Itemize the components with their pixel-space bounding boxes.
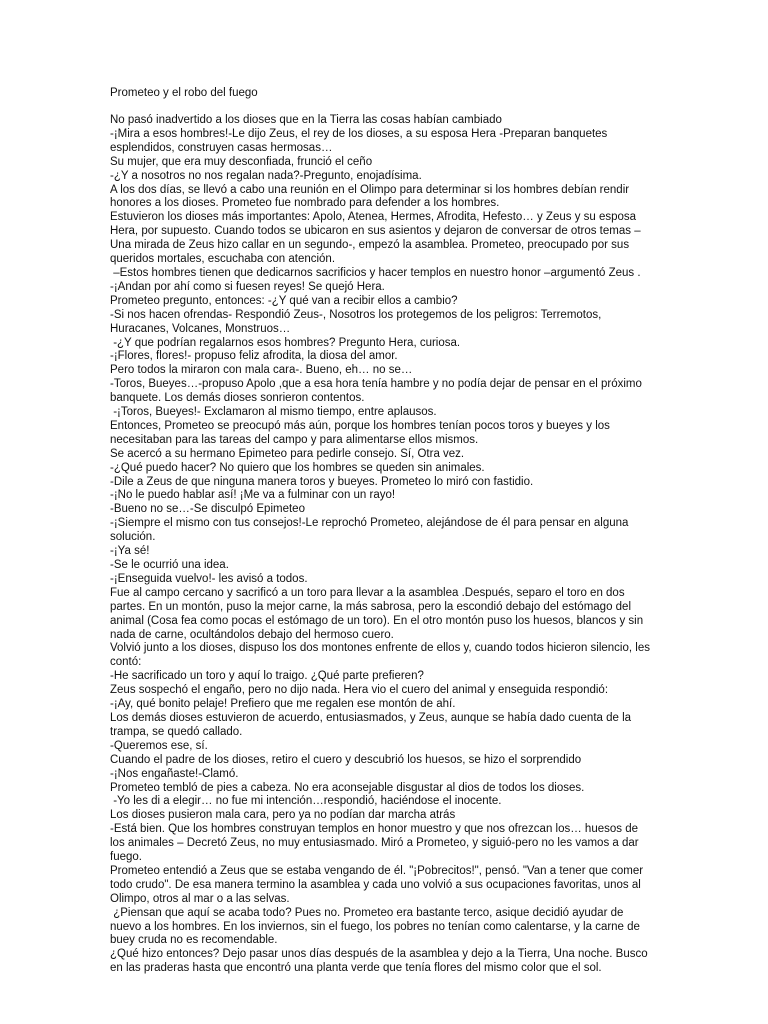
- paragraph: -¿Qué puedo hacer? No quiero que los hombres se queden sin animales.: [110, 461, 485, 474]
- paragraph: Zeus sospechó el engaño, pero no dijo nada. Hera vio el cuero del animal y enseguida respondió:: [110, 684, 609, 697]
- paragraph: -Toros, Bueyes…-propuso Apolo ,que a esa hora tenía hambre y no podía dejar de pensar en el próximo banquete. Los demás dioses sonrieron contentos.: [110, 378, 646, 405]
- paragraph: -¡Siempre el mismo con tus consejos!-Le reprochó Prometeo, alejándose de él para pensar en alguna solución.: [110, 517, 632, 544]
- paragraph: Pero todos la miraron con mala cara-. Bueno, eh… no se…: [110, 364, 413, 377]
- paragraph: -Queremos ese, sí.: [110, 739, 208, 752]
- document-title: Prometeo y el robo del fuego: [110, 87, 258, 99]
- paragraph: -Yo les di a elegir… no fue mi intención…respondió, haciéndose el inocente.: [110, 795, 502, 808]
- paragraph: -¡Andan por ahí como si fuesen reyes! Se quejó Hera.: [110, 280, 385, 293]
- paragraph: -¡Mira a esos hombres!-Le dijo Zeus, el rey de los dioses, a su esposa Hera -Preparan banquetes esplendidos, construyen casas hermosas…: [110, 127, 611, 154]
- paragraph: ¿Qué hizo entonces? Dejo pasar unos días después de la asamblea y dejo a la Tierra, Una noche. Busco en las praderas hasta que encontró una planta verde que tenía flores del mismo color que el sol.: [110, 948, 651, 975]
- paragraph: No pasó inadvertido a los dioses que en la Tierra las cosas habían cambiado: [110, 114, 502, 126]
- paragraph: Estuvieron los dioses más importantes: Apolo, Atenea, Hermes, Afrodita, Hefesto… y Zeus y su esposa Hera, por supuesto. Cuando todos se ubicaron en sus asientos y dejaron de conversar de otros temas – Una mirada de Zeus hizo callar en un segundo-, empezó la asamblea. Prometeo, preocupado por sus queridos mortales, escuchaba con atención.: [110, 211, 644, 266]
- paragraph: Cuando el padre de los dioses, retiro el cuero y descubrió los huesos, se hizo el sorprendido: [110, 753, 582, 766]
- paragraph: -He sacrificado un toro y aquí lo traigo. ¿Qué parte prefieren?: [110, 670, 424, 683]
- paragraph: Prometeo entendió a Zeus que se estaba vengando de él. "¡Pobrecitos!", pensó. "Van a tener que comer todo crudo". De esa manera termino la asamblea y cada uno volvió a sus ocupaciones favoritas, unos al Olimpo, otros al mar o a las selvas.: [110, 864, 647, 905]
- paragraph: A los dos días, se llevó a cabo una reunión en el Olimpo para determinar si los hombres debían rendir honores a los dioses. Prometeo fue nombrado para defender a los hombres.: [110, 183, 633, 210]
- paragraph: -¡Enseguida vuelvo!- les avisó a todos.: [110, 572, 308, 585]
- paragraph: Prometeo tembló de pies a cabeza. No era aconsejable disgustar al dios de todos los dioses.: [110, 781, 585, 794]
- paragraph: -Bueno no se…-Se disculpó Epimeteo: [110, 503, 305, 516]
- paragraph: -¡Toros, Bueyes!- Exclamaron al mismo tiempo, entre aplausos.: [110, 406, 437, 419]
- paragraph: –Estos hombres tienen que dedicarnos sacrificios y hacer templos en nuestro honor –argumentó Zeus .: [110, 266, 641, 279]
- paragraph: Volvió junto a los dioses, dispuso los dos montones enfrente de ellos y, cuando todos hicieron silencio, les contó:: [110, 642, 654, 669]
- paragraph: Fue al campo cercano y sacrificó a un toro para llevar a la asamblea .Después, separo el toro en dos partes. En un montón, puso la mejor carne, la más sabrosa, pero la escondió debajo del estómago del animal (Cosa fea como pocas el estómago de un toro). En el otro montón puso los huesos, blancos y sin nada de carne, ocultándolos debajo del hermoso cuero.: [110, 586, 647, 641]
- paragraph: Su mujer, que era muy desconfiada, frunció el ceño: [110, 155, 373, 168]
- paragraph: -Si nos hacen ofrendas- Respondió Zeus-, Nosotros los protegemos de los peligros: Terremotos, Huracanes, Volcanes, Monstruos…: [110, 308, 605, 335]
- paragraph: Los dioses pusieron mala cara, pero ya no podían dar marcha atrás: [110, 809, 456, 822]
- document-body: [110, 114, 655, 976]
- paragraph: -Se le ocurrió una idea.: [110, 559, 229, 571]
- paragraph: -¿Y a nosotros no nos regalan nada?-Pregunto, enojadísima.: [110, 169, 422, 182]
- paragraph: Entonces, Prometeo se preocupó más aún, porque los hombres tenían pocos toros y bueyes y los necesitaban para las tareas del campo y para alimentarse ellos mismos.: [110, 419, 614, 446]
- paragraph: -¿Y que podrían regalarnos esos hombres? Pregunto Hera, curiosa.: [110, 336, 461, 349]
- paragraph: Prometeo pregunto, entonces: -¿Y qué van a recibir ellos a cambio?: [110, 294, 458, 307]
- paragraph: -¡Ya sé!: [110, 545, 150, 558]
- paragraph: Se acercó a su hermano Epimeteo para pedirle consejo. Sí, Otra vez.: [110, 447, 465, 460]
- paragraph: Los demás dioses estuvieron de acuerdo, entusiasmados, y Zeus, aunque se había dado cuenta de la trampa, se quedó callado.: [110, 711, 635, 738]
- paragraph: -Está bien. Que los hombres construyan templos en honor muestro y que nos ofrezcan los… huesos de los animales – Decretó Zeus, no muy entusiasmado. Miró a Prometeo, y siguió-pero no les vamos a dar fuego.: [110, 823, 642, 864]
- paragraph: -¡Nos engañaste!-Clamó.: [110, 767, 239, 780]
- paragraph: -Dile a Zeus de que ninguna manera toros y bueyes. Prometeo lo miró con fastidio.: [110, 475, 534, 488]
- paragraph: -¡Flores, flores!- propuso feliz afrodita, la diosa del amor.: [110, 350, 398, 363]
- paragraph: -¡Ay, qué bonito pelaje! Prefiero que me regalen ese montón de ahí.: [110, 698, 456, 711]
- paragraph: -¡No le puedo hablar así! ¡Me va a fulminar con un rayo!: [110, 489, 396, 502]
- paragraph: ¿Piensan que aquí se acaba todo? Pues no. Prometeo era bastante terco, asique decidió ayudar de nuevo a los hombres. En los inviernos, sin el fuego, los pobres no tenían como calentarse, y la carne de buey cruda no es recomendable.: [110, 906, 644, 947]
